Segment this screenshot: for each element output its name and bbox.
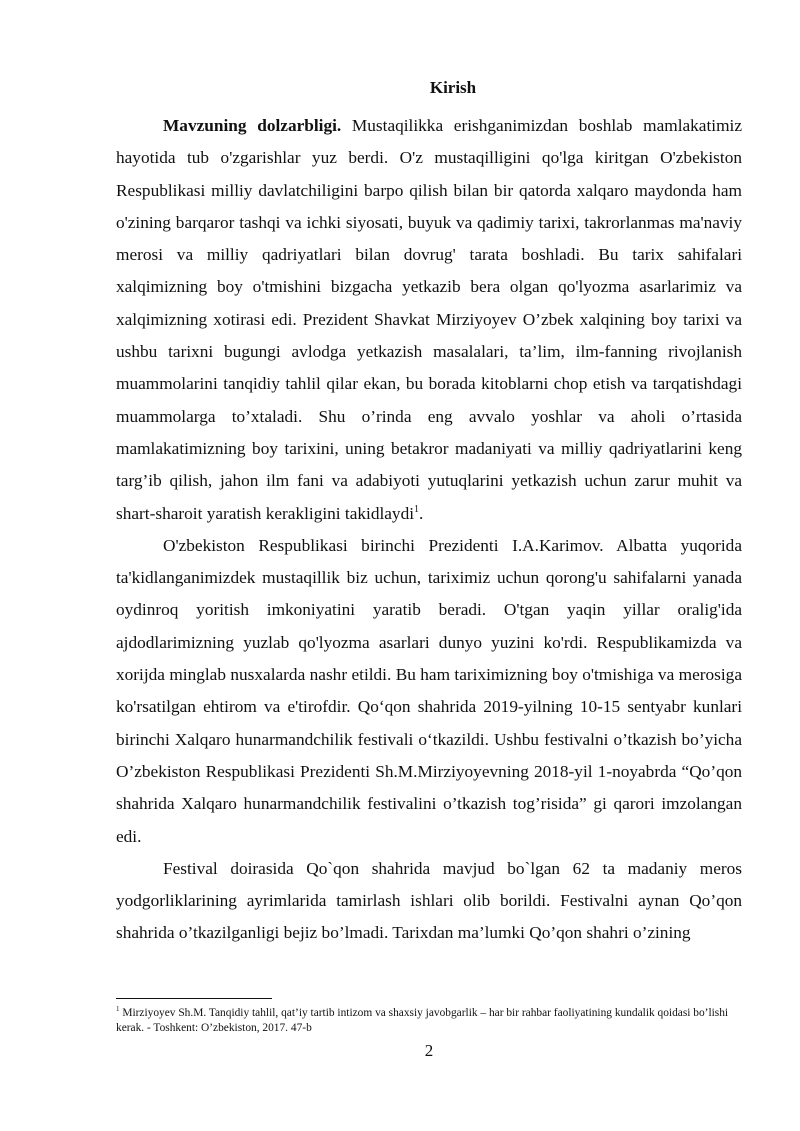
paragraph-tail: . <box>419 503 424 523</box>
footnote-text: Mirziyoyev Sh.M. Tanqidiy tahlil, qat’iy tartib intizom va shaxsiy javobgarlik – har bir rahbar faoliyatining kundalik qoidasi bo’lishi kerak. - Toshkent: O’zbekiston, 2017. 47-b <box>116 1007 729 1034</box>
footnote-reference[interactable]: 1 <box>414 503 420 515</box>
footnote-number: 1 <box>116 1005 120 1014</box>
page-number: 2 <box>424 1041 434 1060</box>
paragraph-2: O'zbekiston Respublikasi birinchi Prezidenti I.A.Karimov. Albatta yuqorida ta'kidlanganimizdek mustaqillik biz uchun, tariximiz uchun qorong'u sahifalarni yanada oydinroq yoritish imkoniyatini yaratib beradi. O'tgan yaqin yillar oralig'ida ajdodlarimizning yuzlab qo'lyozma asarlari dunyo yuzini ko'rdi. Respublikamizda va xorijda minglab nusxalarda nashr etildi. Bu ham tariximizning boy o'tmishiga va merosiga ko'rsatilgan ehtirom va e'tirofdir. Qo‘qon shahrida 2019-yilning 10-15 sentyabr kunlari birinchi Xalqaro hunarmandchilik festivali o‘tkazildi. Ushbu festivalni o’tkazish bo’yicha O’zbekiston Respublikasi Prezidenti Sh.M.Mirziyoyevning 2018-yil 1-noyabrda “Qo’qon shahrida Xalqaro hunarmandchilik festivalini o’tkazish tog’risida” gi qarori imzolangan edi. <box>116 535 742 846</box>
paragraph-3: Festival doirasida Qo`qon shahrida mavjud bo`lgan 62 ta madaniy meros yodgorliklarining ayrimlarida tamirlash ishlari olib borildi. Festivalni aynan Qo’qon shahrida o’tkazilganligi bejiz bo’lmadi. Tarixdan ma’lumki Qo’qon shahri o’zining <box>116 858 742 943</box>
paragraph-1 <box>116 110 742 530</box>
paragraph-text: Mustaqilikka erishganimizdan boshlab mamlakatimiz hayotida tub o'zgarishlar yuz berdi. O'z mustaqilligini qo'lga kiritgan O'zbekiston Respublikasi milliy davlatchiligini barpo qilish bilan bir qatorda xalqaro maydonda ham o'zining barqaror tashqi va ichki siyosati, buyuk va qadimiy tarixi, takrorlanmas ma'naviy merosi va milliy qadriyatlari bilan dovrug' tarata boshladi. Bu tarix sahifalari xalqimizning boy o'tmishini bizgacha yetkazib bera olgan qo'lyozma asarlarimiz va xalqimizning xotirasi edi. Prezident Shavkat Mirziyoyev O’zbek xalqining boy tarixi va ushbu tarixni bugungi avlodga yetkazish masalalari, ta’lim, ilm-fanning rivojlanish muammolarini tanqidiy tahlil qilar ekan, bu borada kitoblarni chop etish va tarqatishdagi muammolarga to’xtaladi. Shu o’rinda eng avvalo yoshlar va aholi o’rtasida mamlakatimizning boy tarixini, uning betakror madaniyati va milliy qadriyatlarini keng targ’ib qilish, jahon ilm fani va adabiyoti yutuqlarini yetkazish uchun zarur muhit va shart-sharoit yaratish kerakligini takidlaydi <box>116 116 742 523</box>
body-text <box>116 110 742 950</box>
footnote-separator <box>116 998 272 999</box>
paragraph-lead: Mavzuning dolzarbligi. <box>163 116 342 135</box>
footnote <box>116 1006 742 1036</box>
page-title: Kirish <box>429 78 477 97</box>
